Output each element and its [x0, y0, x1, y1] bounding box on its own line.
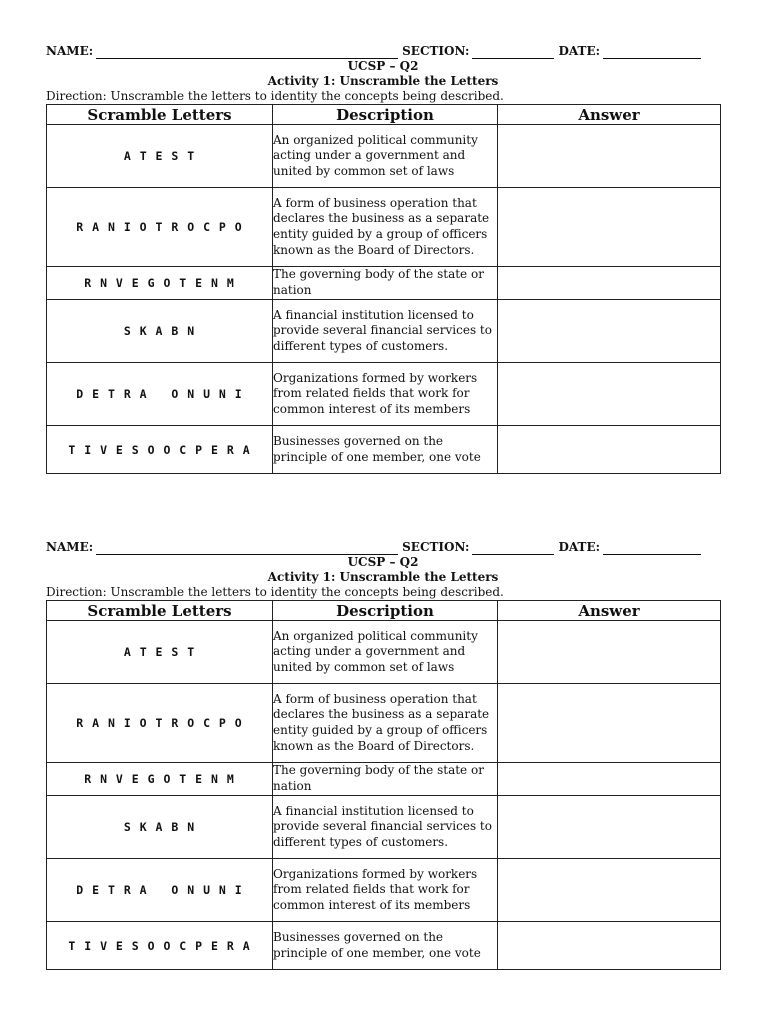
section-label: SECTION: — [402, 44, 470, 58]
subject-title: UCSP – Q2 — [347, 59, 419, 73]
answer-cell[interactable] — [498, 922, 721, 970]
table-row — [47, 125, 721, 188]
table-row — [47, 763, 721, 796]
student-info-line — [46, 42, 720, 59]
answer-cell[interactable] — [498, 621, 721, 684]
name-blank[interactable] — [96, 542, 398, 555]
description-cell: Businesses governed on the principle of one member, one vote — [273, 922, 498, 970]
table-row — [47, 188, 721, 267]
description-cell: The governing body of the state or nation — [273, 763, 498, 796]
table-header-row — [47, 601, 721, 621]
worksheet-copy-1 — [46, 42, 720, 474]
unscramble-table — [46, 104, 721, 474]
description-cell: A financial institution licensed to provide several financial services to different types of customers. — [273, 796, 498, 859]
description-cell: Businesses governed on the principle of one member, one vote — [273, 426, 498, 474]
column-header-description: Description — [273, 601, 498, 621]
description-cell: A financial institution licensed to provide several financial services to different types of customers. — [273, 300, 498, 363]
date-label: DATE: — [558, 540, 601, 554]
description-cell: Organizations formed by workers from related fields that work for common interest of its members — [273, 859, 498, 922]
table-row — [47, 922, 721, 970]
answer-cell[interactable] — [498, 684, 721, 763]
table-row — [47, 796, 721, 859]
table-row — [47, 426, 721, 474]
name-label: NAME: — [46, 540, 94, 554]
answer-cell[interactable] — [498, 796, 721, 859]
scramble-letters: R A N I O T R O C P O — [47, 684, 273, 763]
direction-text: Direction: Unscramble the letters to identity the concepts being described. — [46, 585, 504, 599]
description-cell: Organizations formed by workers from related fields that work for common interest of its members — [273, 363, 498, 426]
column-header-answer: Answer — [498, 601, 721, 621]
column-header-scramble: Scramble Letters — [47, 601, 273, 621]
answer-cell[interactable] — [498, 426, 721, 474]
scramble-letters: R A N I O T R O C P O — [47, 188, 273, 267]
column-header-description: Description — [273, 105, 498, 125]
description-cell: The governing body of the state or nation — [273, 267, 498, 300]
answer-cell[interactable] — [498, 363, 721, 426]
table-row — [47, 267, 721, 300]
scramble-letters: A T E S T — [47, 621, 273, 684]
table-row — [47, 684, 721, 763]
table-header-row — [47, 105, 721, 125]
answer-cell[interactable] — [498, 267, 721, 300]
table-row — [47, 621, 721, 684]
answer-cell[interactable] — [498, 125, 721, 188]
scramble-letters: R N V E G O T E N M — [47, 267, 273, 300]
answer-cell[interactable] — [498, 300, 721, 363]
description-cell: An organized political community acting under a government and united by common set of laws — [273, 621, 498, 684]
name-blank[interactable] — [96, 46, 398, 59]
subject-title: UCSP – Q2 — [347, 555, 419, 569]
description-cell: A form of business operation that declares the business as a separate entity guided by a group of officers known as the Board of Directors. — [273, 684, 498, 763]
section-blank[interactable] — [472, 542, 554, 555]
column-header-answer: Answer — [498, 105, 721, 125]
date-blank[interactable] — [603, 542, 701, 555]
scramble-letters: A T E S T — [47, 125, 273, 188]
scramble-letters: T I V E S O O C P E R A — [47, 922, 273, 970]
student-info-line — [46, 538, 720, 555]
table-row — [47, 300, 721, 363]
activity-title: Activity 1: Unscramble the Letters — [267, 74, 499, 88]
section-blank[interactable] — [472, 46, 554, 59]
scramble-letters: S K A B N — [47, 300, 273, 363]
description-cell: An organized political community acting under a government and united by common set of laws — [273, 125, 498, 188]
table-row — [47, 859, 721, 922]
activity-title: Activity 1: Unscramble the Letters — [267, 570, 499, 584]
answer-cell[interactable] — [498, 188, 721, 267]
unscramble-table — [46, 600, 721, 970]
table-row — [47, 363, 721, 426]
name-label: NAME: — [46, 44, 94, 58]
answer-cell[interactable] — [498, 859, 721, 922]
worksheet-copy-2 — [46, 538, 720, 970]
section-label: SECTION: — [402, 540, 470, 554]
scramble-letters: S K A B N — [47, 796, 273, 859]
description-cell: A form of business operation that declares the business as a separate entity guided by a group of officers known as the Board of Directors. — [273, 188, 498, 267]
answer-cell[interactable] — [498, 763, 721, 796]
scramble-letters: T I V E S O O C P E R A — [47, 426, 273, 474]
date-label: DATE: — [558, 44, 601, 58]
scramble-letters: D E T R A O N U N I — [47, 859, 273, 922]
column-header-scramble: Scramble Letters — [47, 105, 273, 125]
date-blank[interactable] — [603, 46, 701, 59]
direction-text: Direction: Unscramble the letters to identity the concepts being described. — [46, 89, 504, 103]
scramble-letters: R N V E G O T E N M — [47, 763, 273, 796]
scramble-letters: D E T R A O N U N I — [47, 363, 273, 426]
